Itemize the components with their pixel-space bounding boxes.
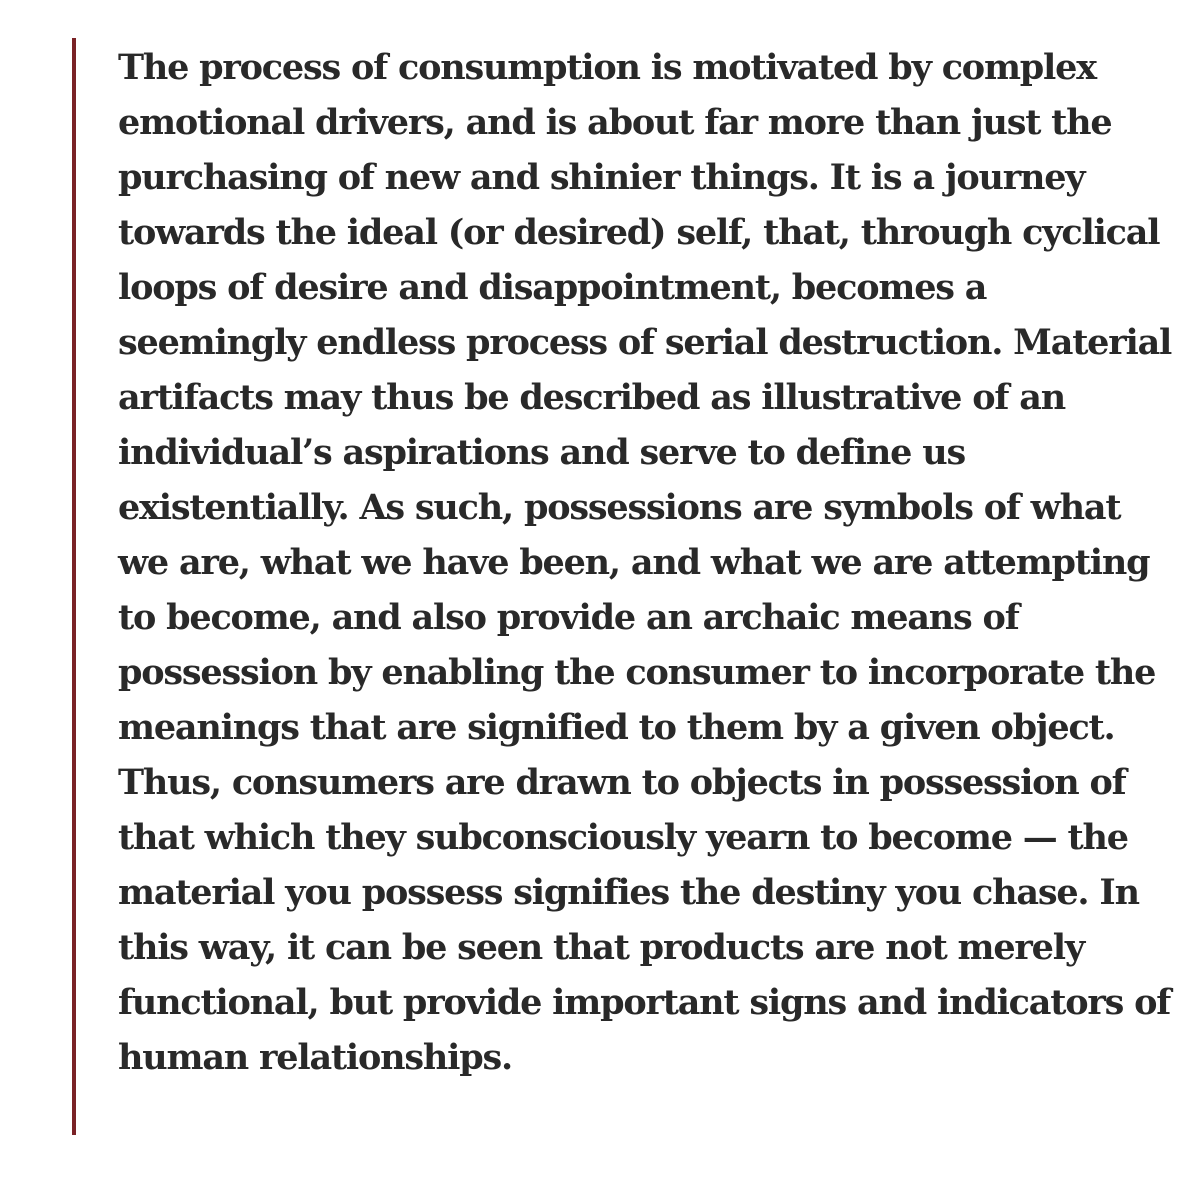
pull-quote-text: The process of consumption is motivated by complex emotional drivers, and is about far more than just the purchasing of new and shinier things. It is a journey towards the ideal (or desired) self, that, through cyclical loops of desire and disappointment, becomes a seemingly endless process of serial destruction. Material artifacts may thus be described as illustrative of an individual’s aspirations and serve to define us existentially. As such, possessions are symbols of what we are, what we have been, and what we are attempting to become, and also provide an archaic means of possession by enabling the consumer to incorporate the meanings that are signified to them by a given object. Thus, consumers are drawn to objects in possession of that which they subconsciously yearn to become — the material you possess signifies the destiny you chase. In this way, it can be seen that products are not merely functional, but provide important signs and indicators of human relationships.: [118, 47, 1172, 1078]
pull-quote: [72, 38, 1172, 1135]
